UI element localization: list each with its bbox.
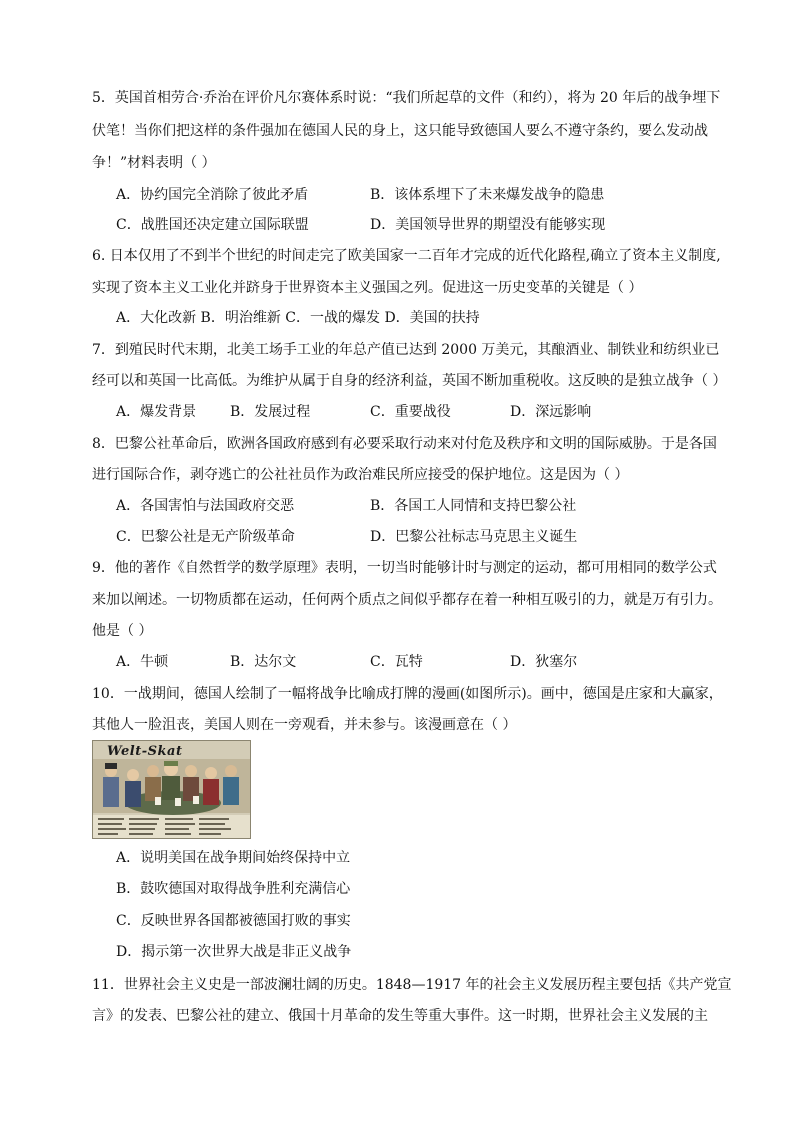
- cartoon-title: Welt-Skat: [107, 744, 183, 759]
- q7-line-2: 经可以和英国一比高低。为维护从属于自身的经济利益，英国不断加重税收。这反映的是独立战争（ ）: [92, 373, 727, 389]
- q5-line-1: 5．英国首相劳合·乔治在评价凡尔赛体系时说：“我们所起草的文件（和约），将为 20 年后的战争埋下: [92, 90, 721, 106]
- q6-line-1: 6. 日本仅用了不到半个世纪的时间走完了欧美国家一二百年才完成的近代化路程,确立了资本主义制度,: [92, 248, 721, 264]
- q9-option-b[interactable]: B．达尔文: [230, 654, 297, 670]
- q9-line-1: 9．他的著作《自然哲学的数学原理》表明，一切当时能够计时与测定的运动，都可用相同的数学公式: [92, 560, 717, 576]
- q5-option-b[interactable]: B．该体系埋下了未来爆发战争的隐患: [370, 187, 605, 203]
- q6-line-2: 实现了资本主义工业化并跻身于世界资本主义强国之列。促进这一历史变革的关键是（ ）: [92, 280, 643, 296]
- q7-line-1: 7．到殖民时代末期，北美工场手工业的年总产值已达到 2000 万美元，其酿酒业、制铁业和纺织业已: [92, 342, 720, 358]
- q11-line-2: 言》的发表、巴黎公社的建立、俄国十月革命的发生等重大事件。这一时期，世界社会主义发展的主: [92, 1008, 708, 1024]
- q10-line-1: 10．一战期间，德国人绘制了一幅将战争比喻成打牌的漫画(如图所示)。画中，德国是庄家和大赢家，: [92, 686, 723, 702]
- q11-line-1: 11．世界社会主义史是一部波澜壮阔的历史。1848—1917 年的社会主义发展历程主要包括《共产党宣: [92, 977, 732, 993]
- q9-line-3: 他是（ ）: [92, 623, 153, 639]
- q9-line-2: 来加以阐述。一切物质都在运动，任何两个质点之间似乎都存在着一种相互吸引的力，就是万有引力。: [92, 592, 722, 608]
- q8-option-a[interactable]: A．各国害怕与法国政府交恶: [116, 498, 295, 514]
- q8-option-d[interactable]: D．巴黎公社标志马克思主义诞生: [370, 529, 578, 545]
- q7-option-c[interactable]: C．重要战役: [370, 404, 451, 420]
- q5-option-a[interactable]: A．协约国完全消除了彼此矛盾: [116, 187, 309, 203]
- q10-option-d[interactable]: D．揭示第一次世界大战是非正义战争: [116, 944, 352, 960]
- q8-option-b[interactable]: B．各国工人同情和支持巴黎公社: [370, 498, 577, 514]
- q5-line-2: 伏笔！当你们把这样的条件强加在德国人民的身上，这只能导致德国人要么不遵守条约，要么发动战: [92, 123, 708, 139]
- q10-option-a[interactable]: A．说明美国在战争期间始终保持中立: [116, 850, 351, 866]
- q8-line-1: 8．巴黎公社革命后，欧洲各国政府感到有必要采取行动来对付危及秩序和文明的国际威胁。于是各国: [92, 436, 717, 452]
- q10-option-b[interactable]: B．鼓吹德国对取得战争胜利充满信心: [116, 881, 351, 897]
- q5-line-3: 争！”材料表明（ ）: [92, 155, 216, 171]
- q9-option-d[interactable]: D．狄塞尔: [510, 654, 578, 670]
- welt-skat-cartoon: [92, 740, 251, 839]
- q7-option-b[interactable]: B．发展过程: [230, 404, 311, 420]
- q10-option-c[interactable]: C．反映世界各国都被德国打败的事实: [116, 913, 351, 929]
- q5-option-d[interactable]: D．美国领导世界的期望没有能够实现: [370, 217, 606, 233]
- q8-line-2: 进行国际合作，剥夺逃亡的公社社员作为政治难民所应接受的保护地位。这是因为（ ）: [92, 467, 629, 483]
- q10-line-2: 其他人一脸沮丧，美国人则在一旁观看，并未参与。该漫画意在（ ）: [92, 717, 517, 733]
- q5-option-c[interactable]: C．战胜国还决定建立国际联盟: [116, 217, 309, 233]
- q7-option-d[interactable]: D．深远影响: [510, 404, 592, 420]
- q8-option-c[interactable]: C．巴黎公社是无产阶级革命: [116, 529, 295, 545]
- q9-option-a[interactable]: A．牛顿: [116, 654, 169, 670]
- q9-option-c[interactable]: C．瓦特: [370, 654, 423, 670]
- q6-options[interactable]: A．大化改新 B．明治维新 C．一战的爆发 D．美国的扶持: [116, 310, 480, 326]
- q7-option-a[interactable]: A．爆发背景: [116, 404, 197, 420]
